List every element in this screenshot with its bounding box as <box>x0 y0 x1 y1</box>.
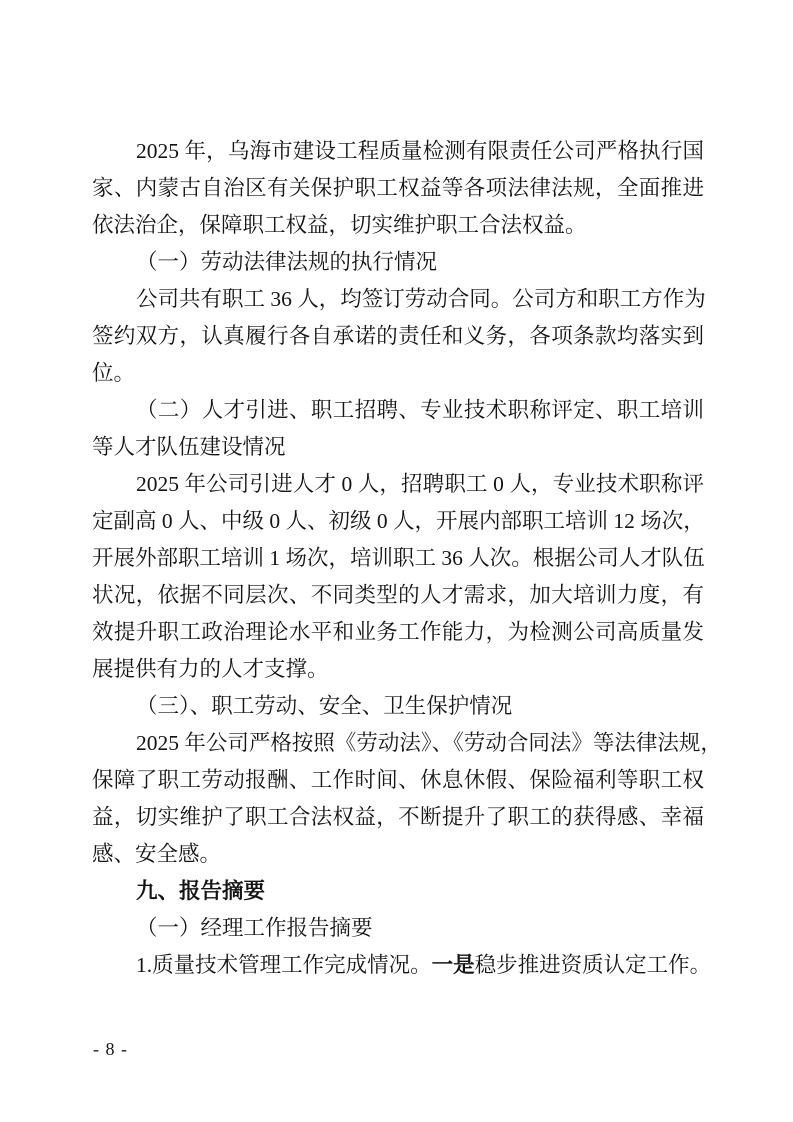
text-segment: （二）人才引进、职工招聘、专业技术职称评定、职工培训 <box>136 398 704 422</box>
para-talent-statistics-line-1 <box>92 466 704 503</box>
text-segment: 益，切实维护了职工合法权益，不断提升了职工的获得感、幸福 <box>92 805 704 829</box>
text-segment: 九、报告摘要 <box>136 879 266 903</box>
para-quality-management-line-1 <box>92 947 712 984</box>
text-segment: 稳步推进资质认定工作。 <box>474 953 712 977</box>
heading-section-2-talent-line-1 <box>92 392 704 429</box>
heading-section-2-talent-line-2 <box>92 429 704 466</box>
heading-chapter-9-report-summary-line-1 <box>92 873 704 910</box>
para-labor-contracts-line-2 <box>92 318 704 355</box>
heading-manager-report-summary-line-1 <box>92 910 704 947</box>
text-segment: 感、安全感。 <box>92 842 222 866</box>
text-segment: 等人才队伍建设情况 <box>92 435 286 459</box>
text-segment: 2025 年，乌海市建设工程质量检测有限责任公司严格执行国 <box>136 139 704 163</box>
bold-emphasis: 一是 <box>431 953 475 977</box>
para-talent-statistics-line-4 <box>92 577 704 614</box>
para-labor-protection-line-4 <box>92 836 704 873</box>
document-body <box>92 133 722 984</box>
text-segment: 2025 年公司严格按照《劳动法》、《劳动合同法》等法律法规， <box>136 731 722 755</box>
text-segment: 保障了职工劳动报酬、工作时间、休息休假、保险福利等职工权 <box>92 768 704 792</box>
text-segment: 展提供有力的人才支撑。 <box>92 657 329 681</box>
text-segment: （一）劳动法律法规的执行情况 <box>136 250 438 274</box>
para-intro-labor-rights-line-2 <box>92 170 704 207</box>
text-segment: 家、内蒙古自治区有关保护职工权益等各项法律法规，全面推进 <box>92 176 704 200</box>
text-segment: 1.质量技术管理工作完成情况。 <box>136 953 432 977</box>
text-segment: 公司共有职工 36 人，均签订劳动合同。公司方和职工方作为 <box>136 287 706 311</box>
heading-section-3-safety-line-1 <box>92 688 704 725</box>
para-labor-protection-line-3 <box>92 799 704 836</box>
page-number: - 8 - <box>93 1039 128 1059</box>
text-segment: 状况，依据不同层次、不同类型的人才需求，加大培训力度，有 <box>92 583 704 607</box>
heading-section-1-labor-law-line-1 <box>92 244 704 281</box>
para-labor-contracts-line-1 <box>92 281 704 318</box>
para-intro-labor-rights-line-3 <box>92 207 704 244</box>
text-segment: （一）经理工作报告摘要 <box>136 916 373 940</box>
para-labor-protection-line-1 <box>92 725 722 762</box>
para-labor-contracts-line-3 <box>92 355 704 392</box>
text-segment: 2025 年公司引进人才 0 人，招聘职工 0 人，专业技术职称评 <box>136 472 704 496</box>
para-labor-protection-line-2 <box>92 762 704 799</box>
text-segment: （三）、职工劳动、安全、卫生保护情况 <box>136 694 513 718</box>
text-segment: 定副高 0 人、中级 0 人、初级 0 人，开展内部职工培训 12 场次， <box>92 509 705 533</box>
para-talent-statistics-line-3 <box>92 540 704 577</box>
text-segment: 开展外部职工培训 1 场次，培训职工 36 人次。根据公司人才队伍 <box>92 546 705 570</box>
text-segment: 效提升职工政治理论水平和业务工作能力，为检测公司高质量发 <box>92 620 704 644</box>
para-talent-statistics-line-6 <box>92 651 704 688</box>
text-segment: 签约双方，认真履行各自承诺的责任和义务，各项条款均落实到 <box>92 324 704 348</box>
text-segment: 位。 <box>92 361 136 385</box>
text-segment: 依法治企，保障职工权益，切实维护职工合法权益。 <box>92 213 587 237</box>
para-talent-statistics-line-2 <box>92 503 704 540</box>
para-intro-labor-rights-line-1 <box>92 133 704 170</box>
para-talent-statistics-line-5 <box>92 614 704 651</box>
